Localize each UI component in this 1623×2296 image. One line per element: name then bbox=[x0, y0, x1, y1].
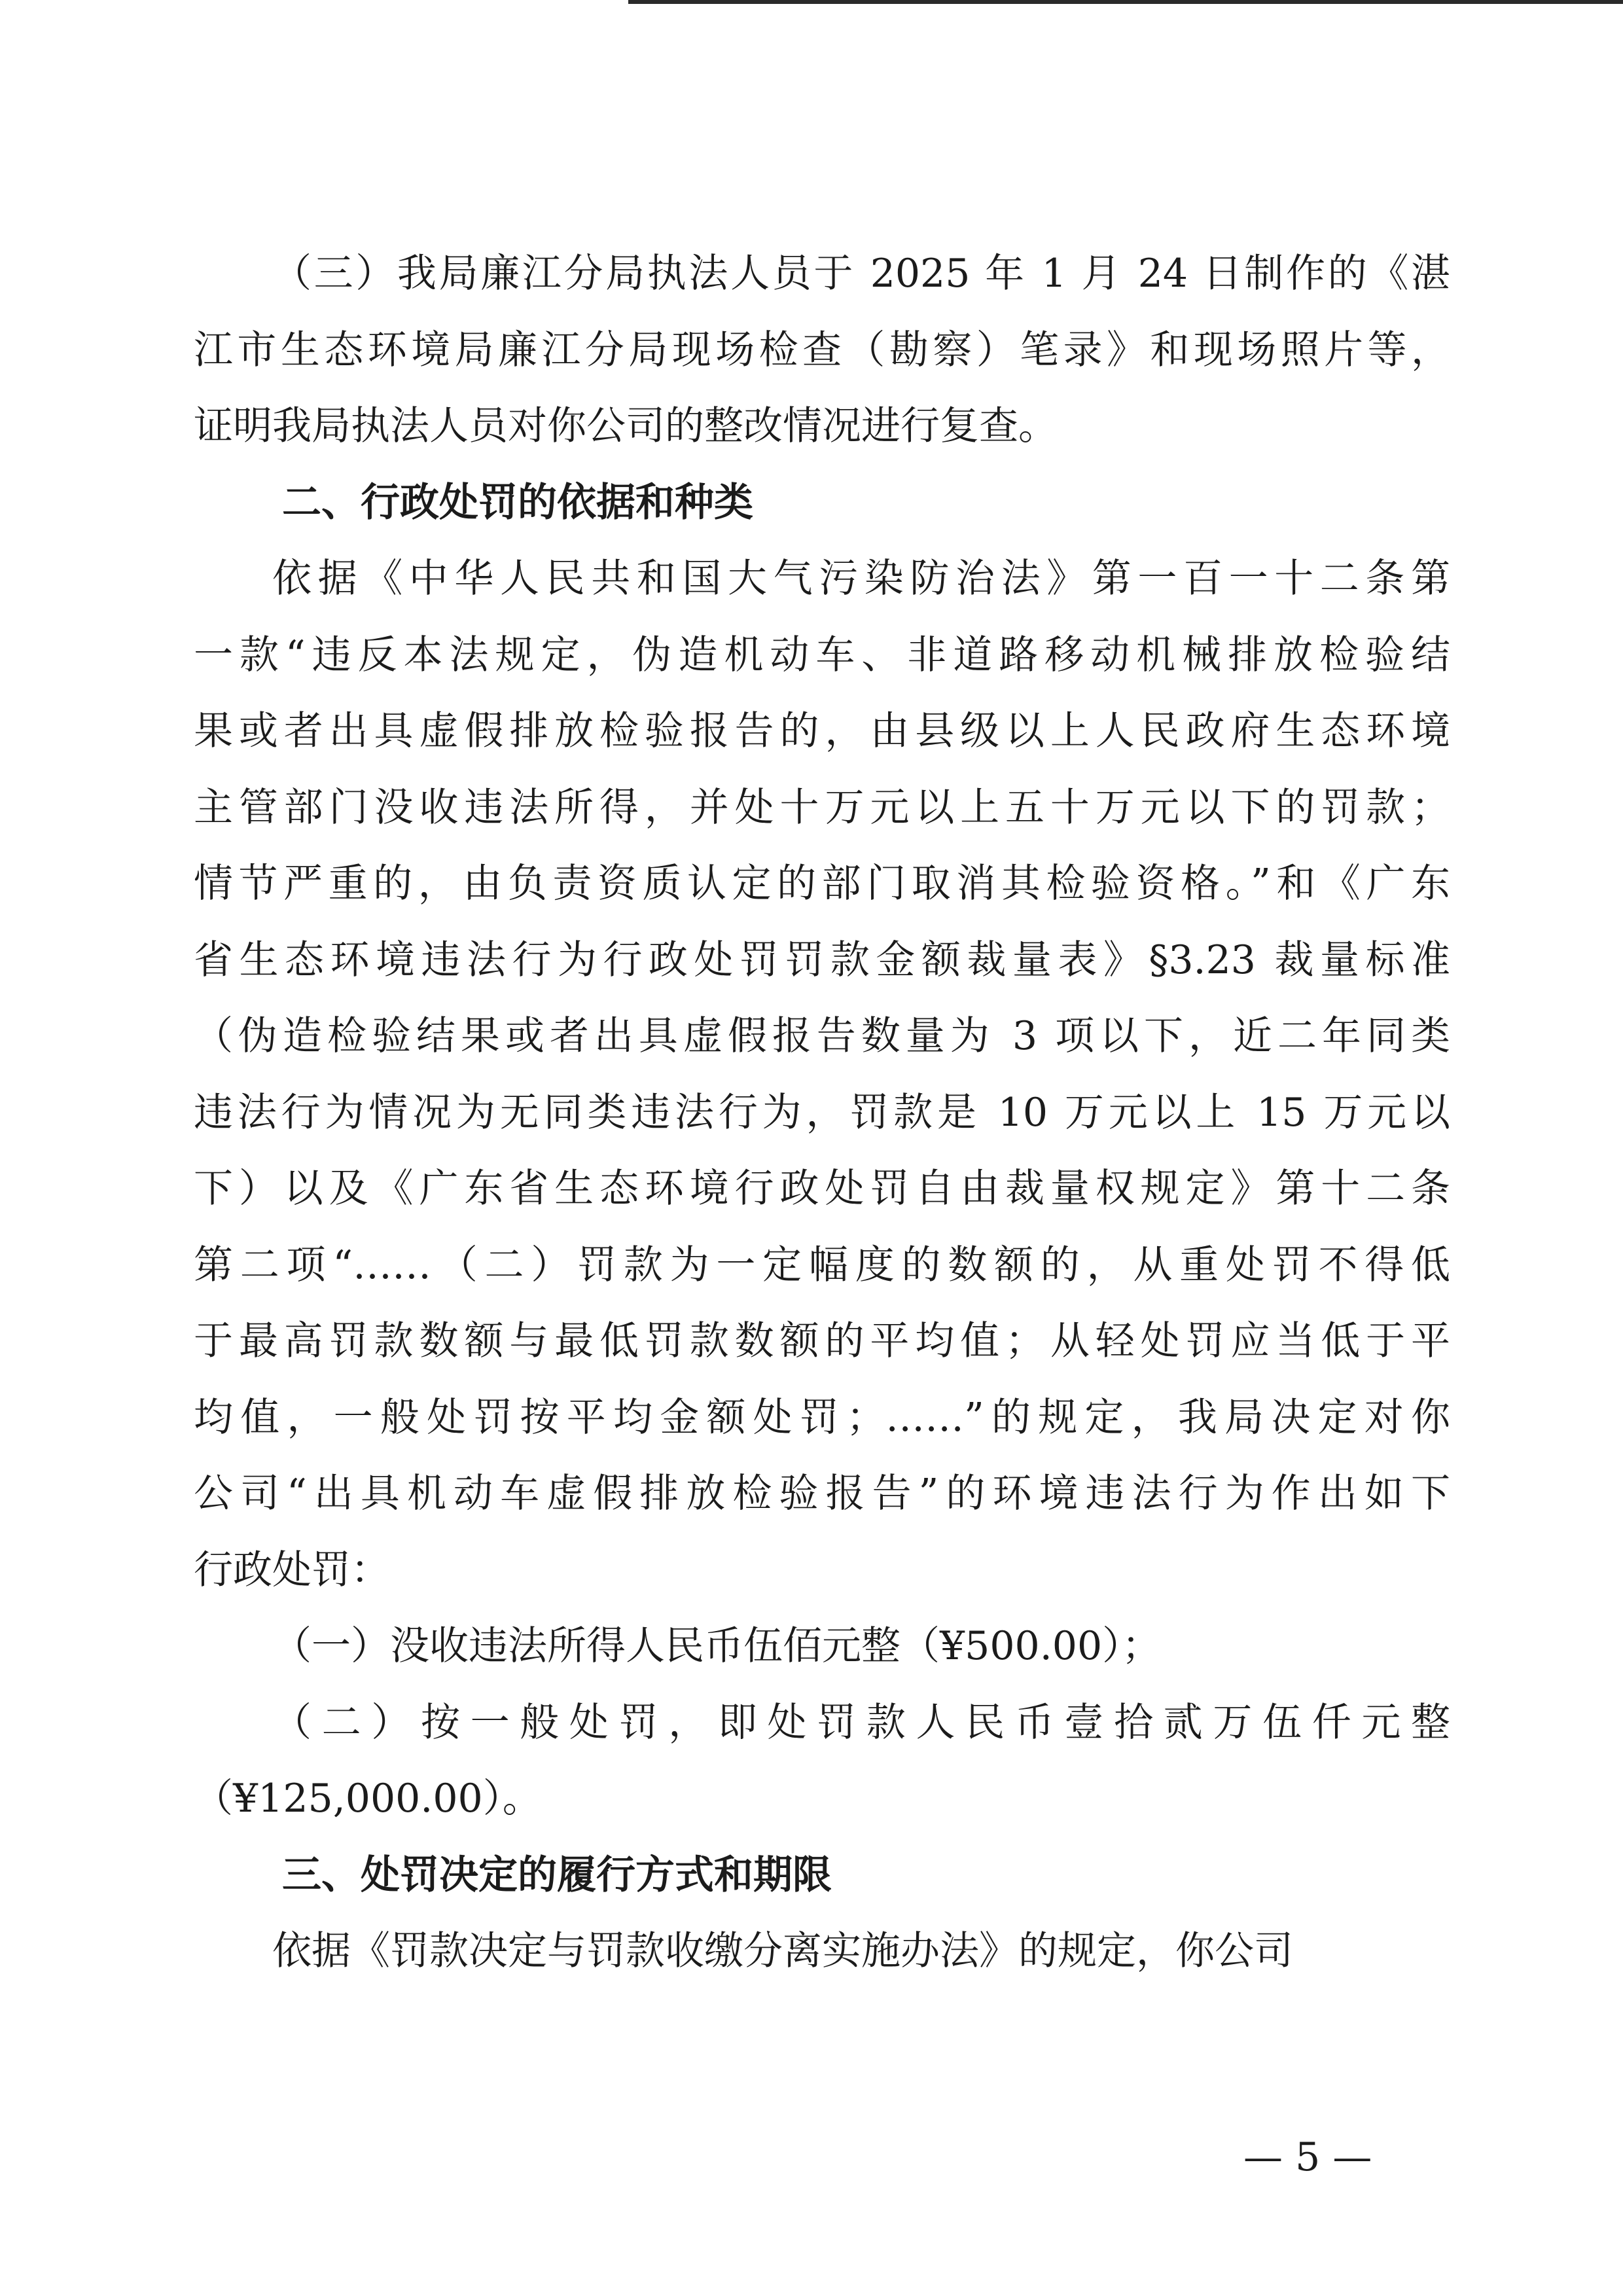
text-line: 公司“出具机动车虚假排放检验报告”的环境违法行为作出如下 bbox=[194, 1471, 1450, 1516]
penalty-item-1: （一）没收违法所得人民币伍佰元整（¥500.00）； bbox=[272, 1623, 1162, 1669]
paragraph-execution bbox=[194, 1913, 1450, 1990]
text-line: （三）我局廉江分局执法人员于 2025 年 1 月 24 日制作的《湛 bbox=[272, 251, 1450, 296]
text-line: （¥125,000.00）。 bbox=[194, 1776, 542, 1821]
document-body bbox=[194, 236, 1450, 1990]
text-line: 情节严重的，由负责资质认定的部门取消其检验资格。”和《广东 bbox=[194, 861, 1450, 906]
paragraph-legal-basis bbox=[194, 541, 1450, 1608]
text-line: 主管部门没收违法所得，并处十万元以上五十万元以下的罚款； bbox=[194, 784, 1450, 831]
text-line: 省生态环境违法行为行政处罚罚款金额裁量表》§3.23 裁量标准 bbox=[194, 937, 1450, 983]
scan-edge-artifact bbox=[628, 0, 1623, 4]
text-line: （伪造检验结果或者出具虚假报告数量为 3 项以下，近二年同类 bbox=[194, 1013, 1450, 1059]
text-line: 证明我局执法人员对你公司的整改情况进行复查。 bbox=[194, 403, 1058, 449]
text-line: 均值，一般处罚按平均金额处罚；……”的规定，我局决定对你 bbox=[194, 1394, 1450, 1441]
penalty-item-2 bbox=[194, 1685, 1450, 1837]
text-line: 果或者出具虚假排放检验报告的，由县级以上人民政府生态环境 bbox=[194, 708, 1450, 754]
text-line: 第二项“……（二）罚款为一定幅度的数额的，从重处罚不得低 bbox=[194, 1242, 1450, 1288]
text-line: 依据《中华人民共和国大气污染防治法》第一百一十二条第 bbox=[272, 556, 1450, 601]
page-number: — 5 — bbox=[1243, 2134, 1372, 2180]
text-line: （二）按一般处罚，即处罚款人民币壹拾贰万伍仟元整 bbox=[272, 1699, 1450, 1746]
text-line: 一款“违反本法规定，伪造机动车、非道路移动机械排放检验结 bbox=[194, 632, 1450, 678]
text-line: 下）以及《广东省生态环境行政处罚自由裁量权规定》第十二条 bbox=[194, 1166, 1450, 1211]
text-line: 依据《罚款决定与罚款收缴分离实施办法》的规定，你公司 bbox=[272, 1928, 1293, 1974]
section-heading-basis: 二、行政处罚的依据和种类 bbox=[282, 479, 753, 526]
text-line: 违法行为情况为无同类违法行为，罚款是 10 万元以上 15 万元以 bbox=[194, 1089, 1450, 1136]
section-heading-execution: 三、处罚决定的履行方式和期限 bbox=[282, 1852, 832, 1898]
text-line: 行政处罚： bbox=[194, 1547, 390, 1593]
text-line: 于最高罚款数额与最低罚款数额的平均值；从轻处罚应当低于平 bbox=[194, 1318, 1450, 1364]
text-line: 江市生态环境局廉江分局现场检查（勘察）笔录》和现场照片等， bbox=[194, 327, 1450, 373]
paragraph-evidence-3 bbox=[194, 236, 1450, 465]
